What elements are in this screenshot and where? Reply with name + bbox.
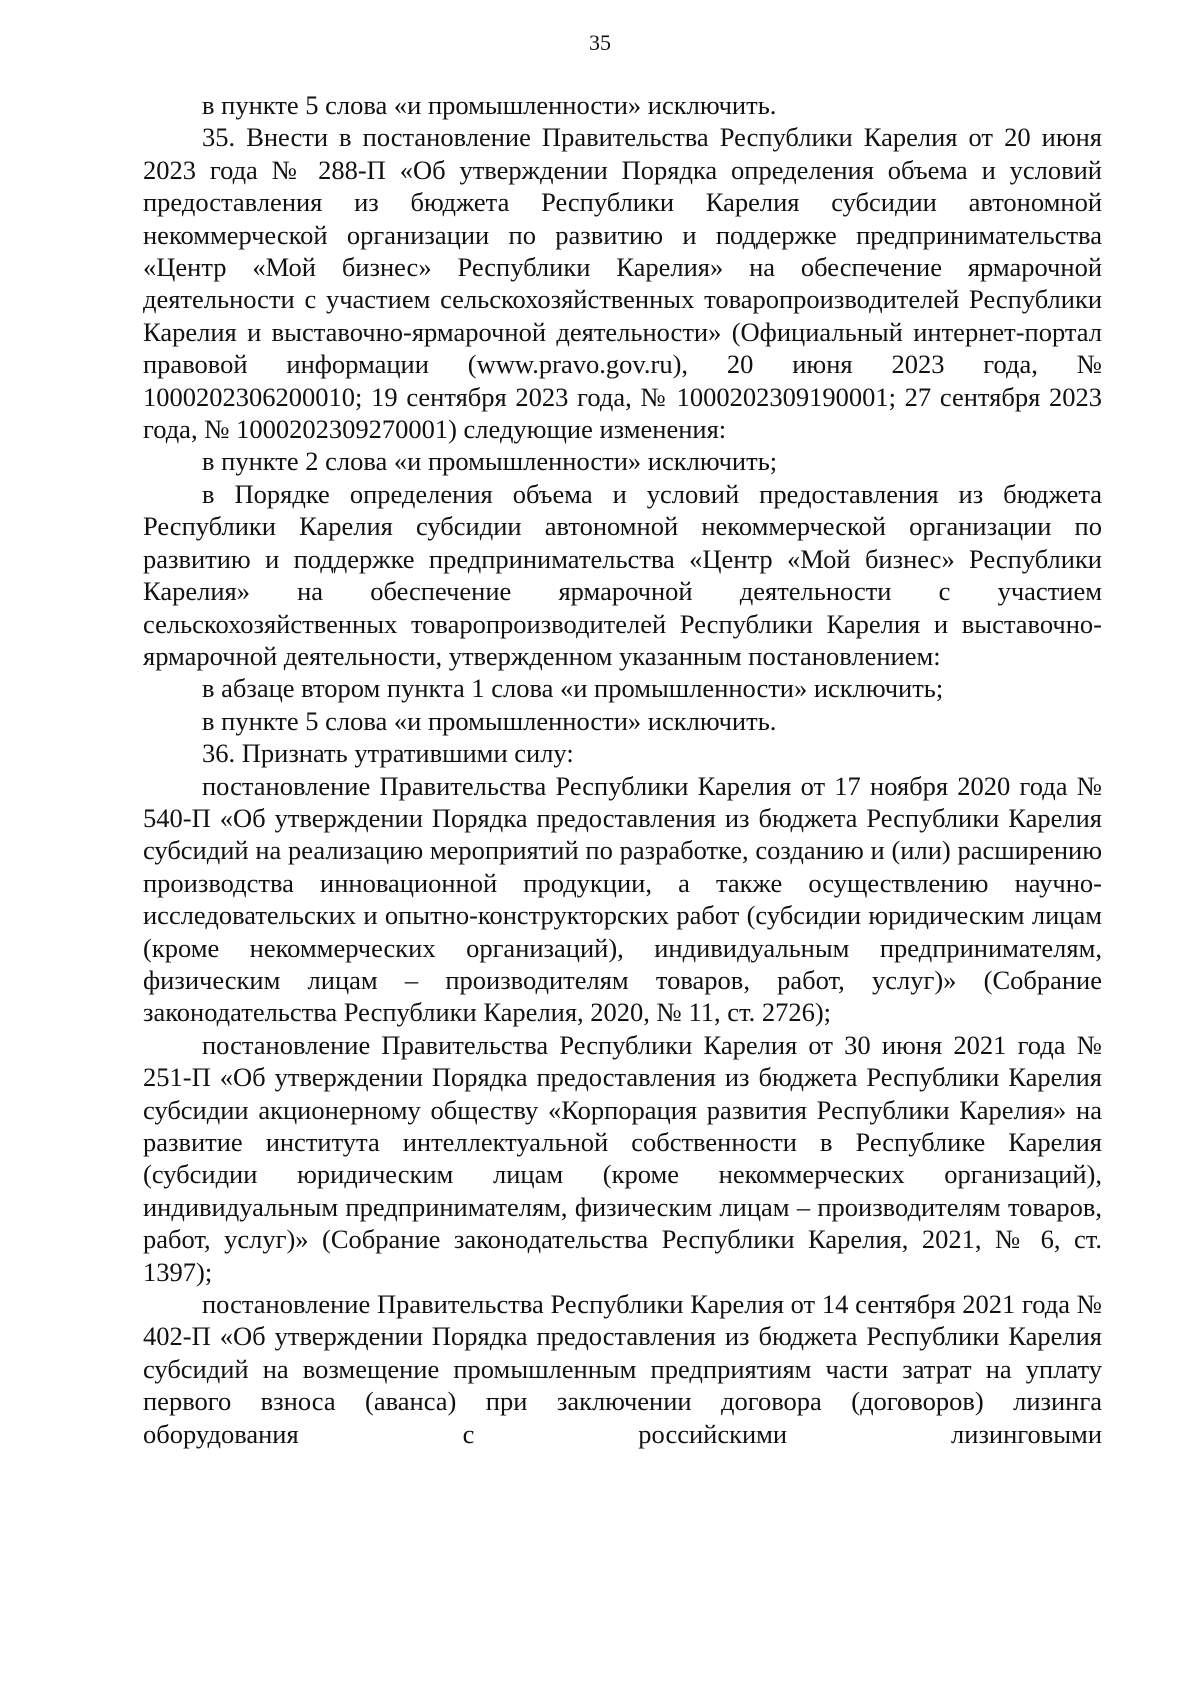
paragraph-procedure-amendment: в Порядке определения объема и условий предоставления из бюджета Республики Карелия субсидии автономной некоммерческой организации по развитию и поддержке предпринимательства «Центр «Мой бизнес» Республики Карелия» на обеспечение ярмарочной деятельности с участием сельскохозяйственных товаропроизводителей Республики Карелия и выставочно-ярмарочной деятельности, утвержденном указанным постановлением: (143, 478, 1102, 671)
paragraph-item-2-amendment: в пункте 2 слова «и промышленности» исключить; (202, 446, 778, 477)
paragraph-item-5-amendment: в пункте 5 слова «и промышленности» исключить. (202, 90, 777, 120)
paragraph-repeal-251: постановление Правительства Республики Карелия от 30 июня 2021 года № 251-П «Об утверждении Порядка предоставления из бюджета Республики Карелия субсидии акционерному обществу «Корпорация развития Республики Карелия» на развитие института интеллектуальной собственности в Республике Карелия (субсидии юридическим лицам (кроме некоммерческих организаций), индивидуальным предпринимателям, физическим лицам – производителям товаров, работ, услуг)» (Собрание законодательства Республики Карелия, 2021, № 6, ст. 1397); (143, 1029, 1102, 1287)
paragraph-item-1-amendment: в абзаце втором пункта 1 слова «и промышленности» исключить; (202, 673, 944, 704)
paragraph-36: 36. Признать утратившими силу: (202, 738, 574, 769)
page-number: 35 (589, 30, 611, 55)
paragraph-35: 35. Внести в постановление Правительства Республики Карелия от 20 июня 2023 года № 288-П «Об утверждении Порядка определения объема и условий предоставления из бюджета Республики Карелия субсидии автономной некоммерческой организации по развитию и поддержке предпринимательства «Центр «Мой бизнес» Республики Карелия» на обеспечение ярмарочной деятельности с участием сельскохозяйственных товаропроизводителей Республики Карелия и выставочно-ярмарочной деятельности» (Официальный интернет-портал правовой информации (www.pravo.gov.ru), 20 июня 2023 года, № 1000202306200010; 19 сентября 2023 года, № 1000202309190001; 27 сентября 2023 года, № 1000202309270001) следующие изменения: (143, 122, 1102, 445)
document-body (143, 89, 1102, 1450)
paragraph-item-5-amendment-2: в пункте 5 слова «и промышленности» исключить. (202, 705, 777, 736)
paragraph-repeal-540: постановление Правительства Республики Карелия от 17 ноября 2020 года № 540-П «Об утверждении Порядка предоставления из бюджета Республики Карелия субсидий на реализацию мероприятий по разработке, созданию и (или) расширению производства инновационной продукции, а также осуществлению научно-исследовательских и опытно-конструкторских работ (субсидии юридическим лицам (кроме некоммерческих организаций), индивидуальным предпринимателям, физическим лицам – производителям товаров, работ, услуг)» (Собрание законодательства Республики Карелия, 2020, № 11, ст. 2726); (143, 770, 1102, 1028)
paragraph-repeal-402: постановление Правительства Республики Карелия от 14 сентября 2021 года № 402-П «Об утверждении Порядка предоставления из бюджета Республики Карелия субсидий на возмещение промышленным предприятиям части затрат на уплату первого взноса (аванса) при заключении договора (договоров) лизинга оборудования с российскими лизинговыми (143, 1289, 1102, 1449)
